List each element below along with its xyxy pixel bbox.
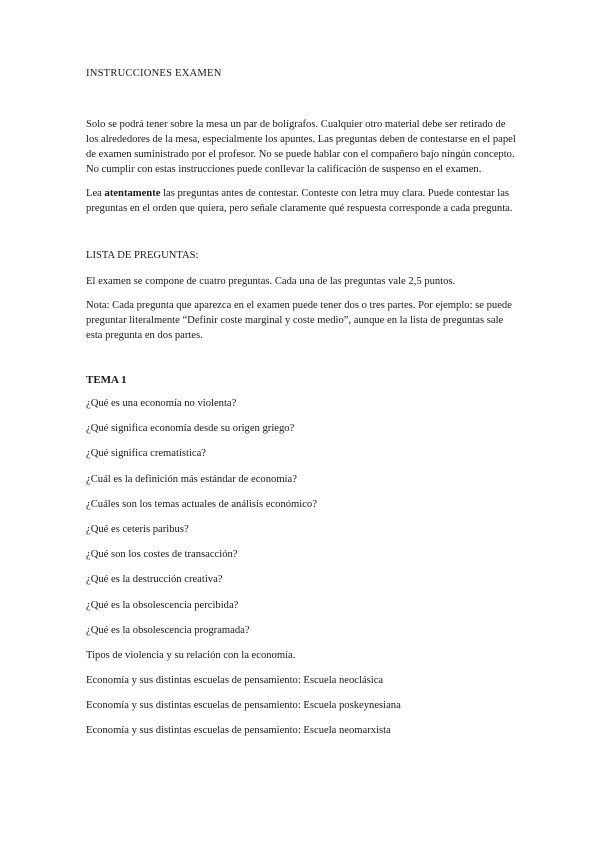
- document-page: [86, 66, 516, 749]
- document-title: INSTRUCCIONES EXAMEN: [86, 68, 222, 79]
- reading-paragraph-end: las preguntas antes de contestar. Conteste con letra muy clara. Puede contestar las preguntas en el orden que quiera, pero señale claramente qué respuesta corresponde a cada pregunta.: [86, 188, 513, 214]
- question-item: Economía y sus distintas escuelas de pensamiento: Escuela poskeynesiana: [86, 700, 401, 712]
- question-item: ¿Cuál es la definición más estándar de economía?: [86, 473, 297, 485]
- question-item: ¿Qué significa crematística?: [86, 448, 207, 460]
- question-item: ¿Qué es la obsolescencia programada?: [86, 624, 250, 636]
- reading-paragraph-start: Lea: [86, 188, 105, 199]
- question-item: ¿Qué es una economía no violenta?: [86, 398, 237, 409]
- question-item: Tipos de violencia y su relación con la economía.: [86, 649, 296, 661]
- exam-composition-paragraph: El examen se compone de cuatro preguntas. Cada una de las preguntas vale 2,5 puntos.: [86, 276, 456, 287]
- emphasis-word: atentamente: [104, 188, 161, 199]
- instructions-paragraph: Solo se podrá tener sobre la mesa un par de bolígrafos. Cualquier otro material debe ser retirado de los alrededores de la mesa, especialmente los apuntes. Las preguntas deben de contestarse en el papel de examen suministrado por el profesor. No se puede hablar con el compañero bajo ningún concepto. No cumplir con estas instrucciones puede conllevar la calificación de suspenso en el examen.: [86, 119, 516, 175]
- question-item: Economía y sus distintas escuelas de pensamiento: Escuela neoclásica: [86, 675, 384, 687]
- question-item: Economía y sus distintas escuelas de pensamiento: Escuela neomarxista: [86, 725, 391, 737]
- tema-1-heading: TEMA 1: [86, 374, 127, 386]
- note-paragraph: Nota: Cada pregunta que aparezca en el examen puede tener dos o tres partes. Por ejemplo: se puede preguntar literalmente “Definir coste marginal y coste medio”, aunque en la lista de preguntas sale esta pregunta en dos partes.: [86, 300, 512, 341]
- question-item: ¿Cuáles son los temas actuales de análisis económico?: [86, 498, 317, 510]
- question-item: ¿Qué es la obsolescencia percibida?: [86, 599, 239, 611]
- reading-paragraph: [86, 186, 516, 216]
- question-item: ¿Qué es ceteris paribus?: [86, 523, 189, 535]
- question-item: ¿Qué son los costes de transacción?: [86, 549, 238, 561]
- question-item: ¿Qué significa economía desde su origen griego?: [86, 423, 295, 435]
- question-list: [86, 396, 516, 749]
- question-list-heading: LISTA DE PREGUNTAS:: [86, 250, 199, 261]
- question-item: ¿Qué es la destrucción creativa?: [86, 574, 223, 586]
